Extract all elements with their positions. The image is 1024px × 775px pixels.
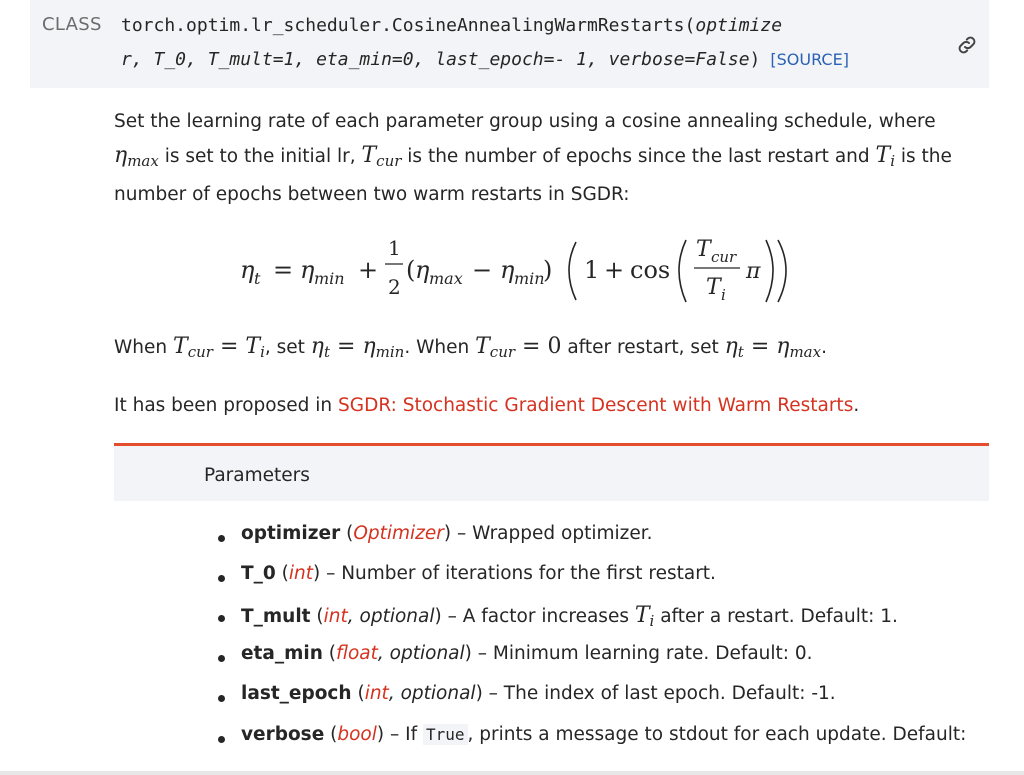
close-paren: ) <box>749 49 761 70</box>
description-text: is set to the initial lr, <box>158 146 362 167</box>
one: 1 <box>584 256 600 284</box>
t-cur-symbol: $T_{cur}$ <box>475 334 516 361</box>
source-link[interactable]: [SOURCE] <box>770 50 849 69</box>
parameters-title: Parameters <box>204 465 310 486</box>
description-text: is the number of epochs since the last restart and <box>401 146 876 167</box>
t-cur-symbol: $T_{cur}$ <box>173 334 213 361</box>
list-item: T_0 (int) – Number of iterations for the first restart. <box>220 563 716 584</box>
description-text: is the number of epochs between two warm restarts in SGDR: <box>114 146 952 205</box>
type-link[interactable]: int <box>364 683 389 704</box>
i-subscript: i <box>721 286 726 304</box>
inline-code: True <box>423 724 468 745</box>
eta-t-symbol: $\eta_t$ <box>724 334 744 361</box>
cur-subscript: cur <box>711 248 737 266</box>
pi-symbol: π <box>746 259 761 284</box>
bullet-icon <box>218 535 225 542</box>
parameters-header <box>114 443 989 501</box>
restart-condition-paragraph: When $T_{cur} = T_i$, set $\eta_t = \eta_{min}$. When $T_{cur} = 0$ after restart, set $\eta_t = \eta_{max}$. <box>114 334 827 361</box>
t-symbol: T <box>696 237 711 262</box>
list-item: verbose (bool) – If True , prints a message to stdout for each update. Default: <box>220 724 966 745</box>
plus-sign: + <box>604 256 625 284</box>
eta-symbol: η <box>300 256 315 284</box>
paren: ) <box>543 256 553 284</box>
bullet-icon <box>218 575 225 582</box>
type-link[interactable]: float <box>336 643 378 664</box>
eta-min-symbol: $\eta_{min}$ <box>362 334 405 361</box>
type-link[interactable]: bool <box>337 724 377 745</box>
t-cur-symbol: $T_{cur}$ <box>361 143 402 170</box>
plus-sign: + <box>358 256 379 284</box>
type-link[interactable]: Optimizer <box>353 523 444 544</box>
link-icon[interactable] <box>955 33 979 57</box>
bullet-icon <box>218 655 225 662</box>
class-keyword: CLASS <box>42 14 102 35</box>
equals-sign: = <box>273 256 294 284</box>
eta-max-symbol: $\eta_{max}$ <box>114 143 159 170</box>
sgdr-paper-link[interactable]: SGDR: Stochastic Gradient Descent with Warm Restarts <box>338 395 854 416</box>
list-item: last_epoch (int, optional) – The index of last epoch. Default: -1. <box>220 683 836 704</box>
signature-params-1: optimize <box>695 15 783 36</box>
bullet-icon <box>218 615 225 622</box>
minus-sign: − <box>472 256 493 284</box>
open-paren: ( <box>684 15 696 36</box>
signature-params-2: r, T_0, T_mult=1, eta_min=0, last_epoch=- 1, verbose=False <box>121 49 750 70</box>
t-i-symbol: $T_i$ <box>875 143 896 170</box>
fraction-denominator: 2 <box>388 275 401 299</box>
eta-symbol: η <box>415 256 430 284</box>
type-link[interactable]: int <box>288 563 313 584</box>
type-link[interactable]: int <box>323 606 348 627</box>
min-subscript: min <box>314 269 345 288</box>
class-name: torch.optim.lr_scheduler.CosineAnnealingWarmRestarts <box>121 15 685 36</box>
bullet-icon <box>218 736 225 743</box>
eta-symbol: η <box>240 256 255 284</box>
cosine-annealing-formula <box>240 228 820 308</box>
cos-function: cos <box>630 256 671 284</box>
eta-max-symbol: $\eta_{max}$ <box>776 334 822 361</box>
list-item: T_mult (int, optional) – A factor increases $T_i$ after a restart. Default: 1. <box>220 603 898 630</box>
eta-t-symbol: $\eta_t$ <box>310 334 331 361</box>
description-text: Set the learning rate of each parameter group using a cosine annealing schedule, where <box>114 111 936 132</box>
description-paragraph <box>114 105 984 212</box>
bullet-icon <box>218 695 225 702</box>
signature-line-1 <box>121 15 782 36</box>
divider <box>0 771 1024 775</box>
eta-symbol: η <box>500 256 515 284</box>
min-subscript: min <box>514 269 545 288</box>
proposal-paragraph: It has been proposed in SGDR: Stochastic Gradient Descent with Warm Restarts. <box>114 395 860 416</box>
list-item: eta_min (float, optional) – Minimum learning rate. Default: 0. <box>220 643 813 664</box>
paren: ( <box>406 256 416 284</box>
t-i-symbol: $T_i$ <box>245 334 265 361</box>
t-subscript: t <box>254 269 261 288</box>
fraction-numerator: 1 <box>388 236 401 260</box>
max-subscript: max <box>429 269 463 288</box>
signature-line-2 <box>121 49 849 70</box>
t-symbol: T <box>706 275 721 300</box>
t-i-symbol: $T_i$ <box>634 603 655 630</box>
list-item: optimizer (Optimizer) – Wrapped optimizer. <box>220 523 653 544</box>
signature-block <box>30 0 989 88</box>
